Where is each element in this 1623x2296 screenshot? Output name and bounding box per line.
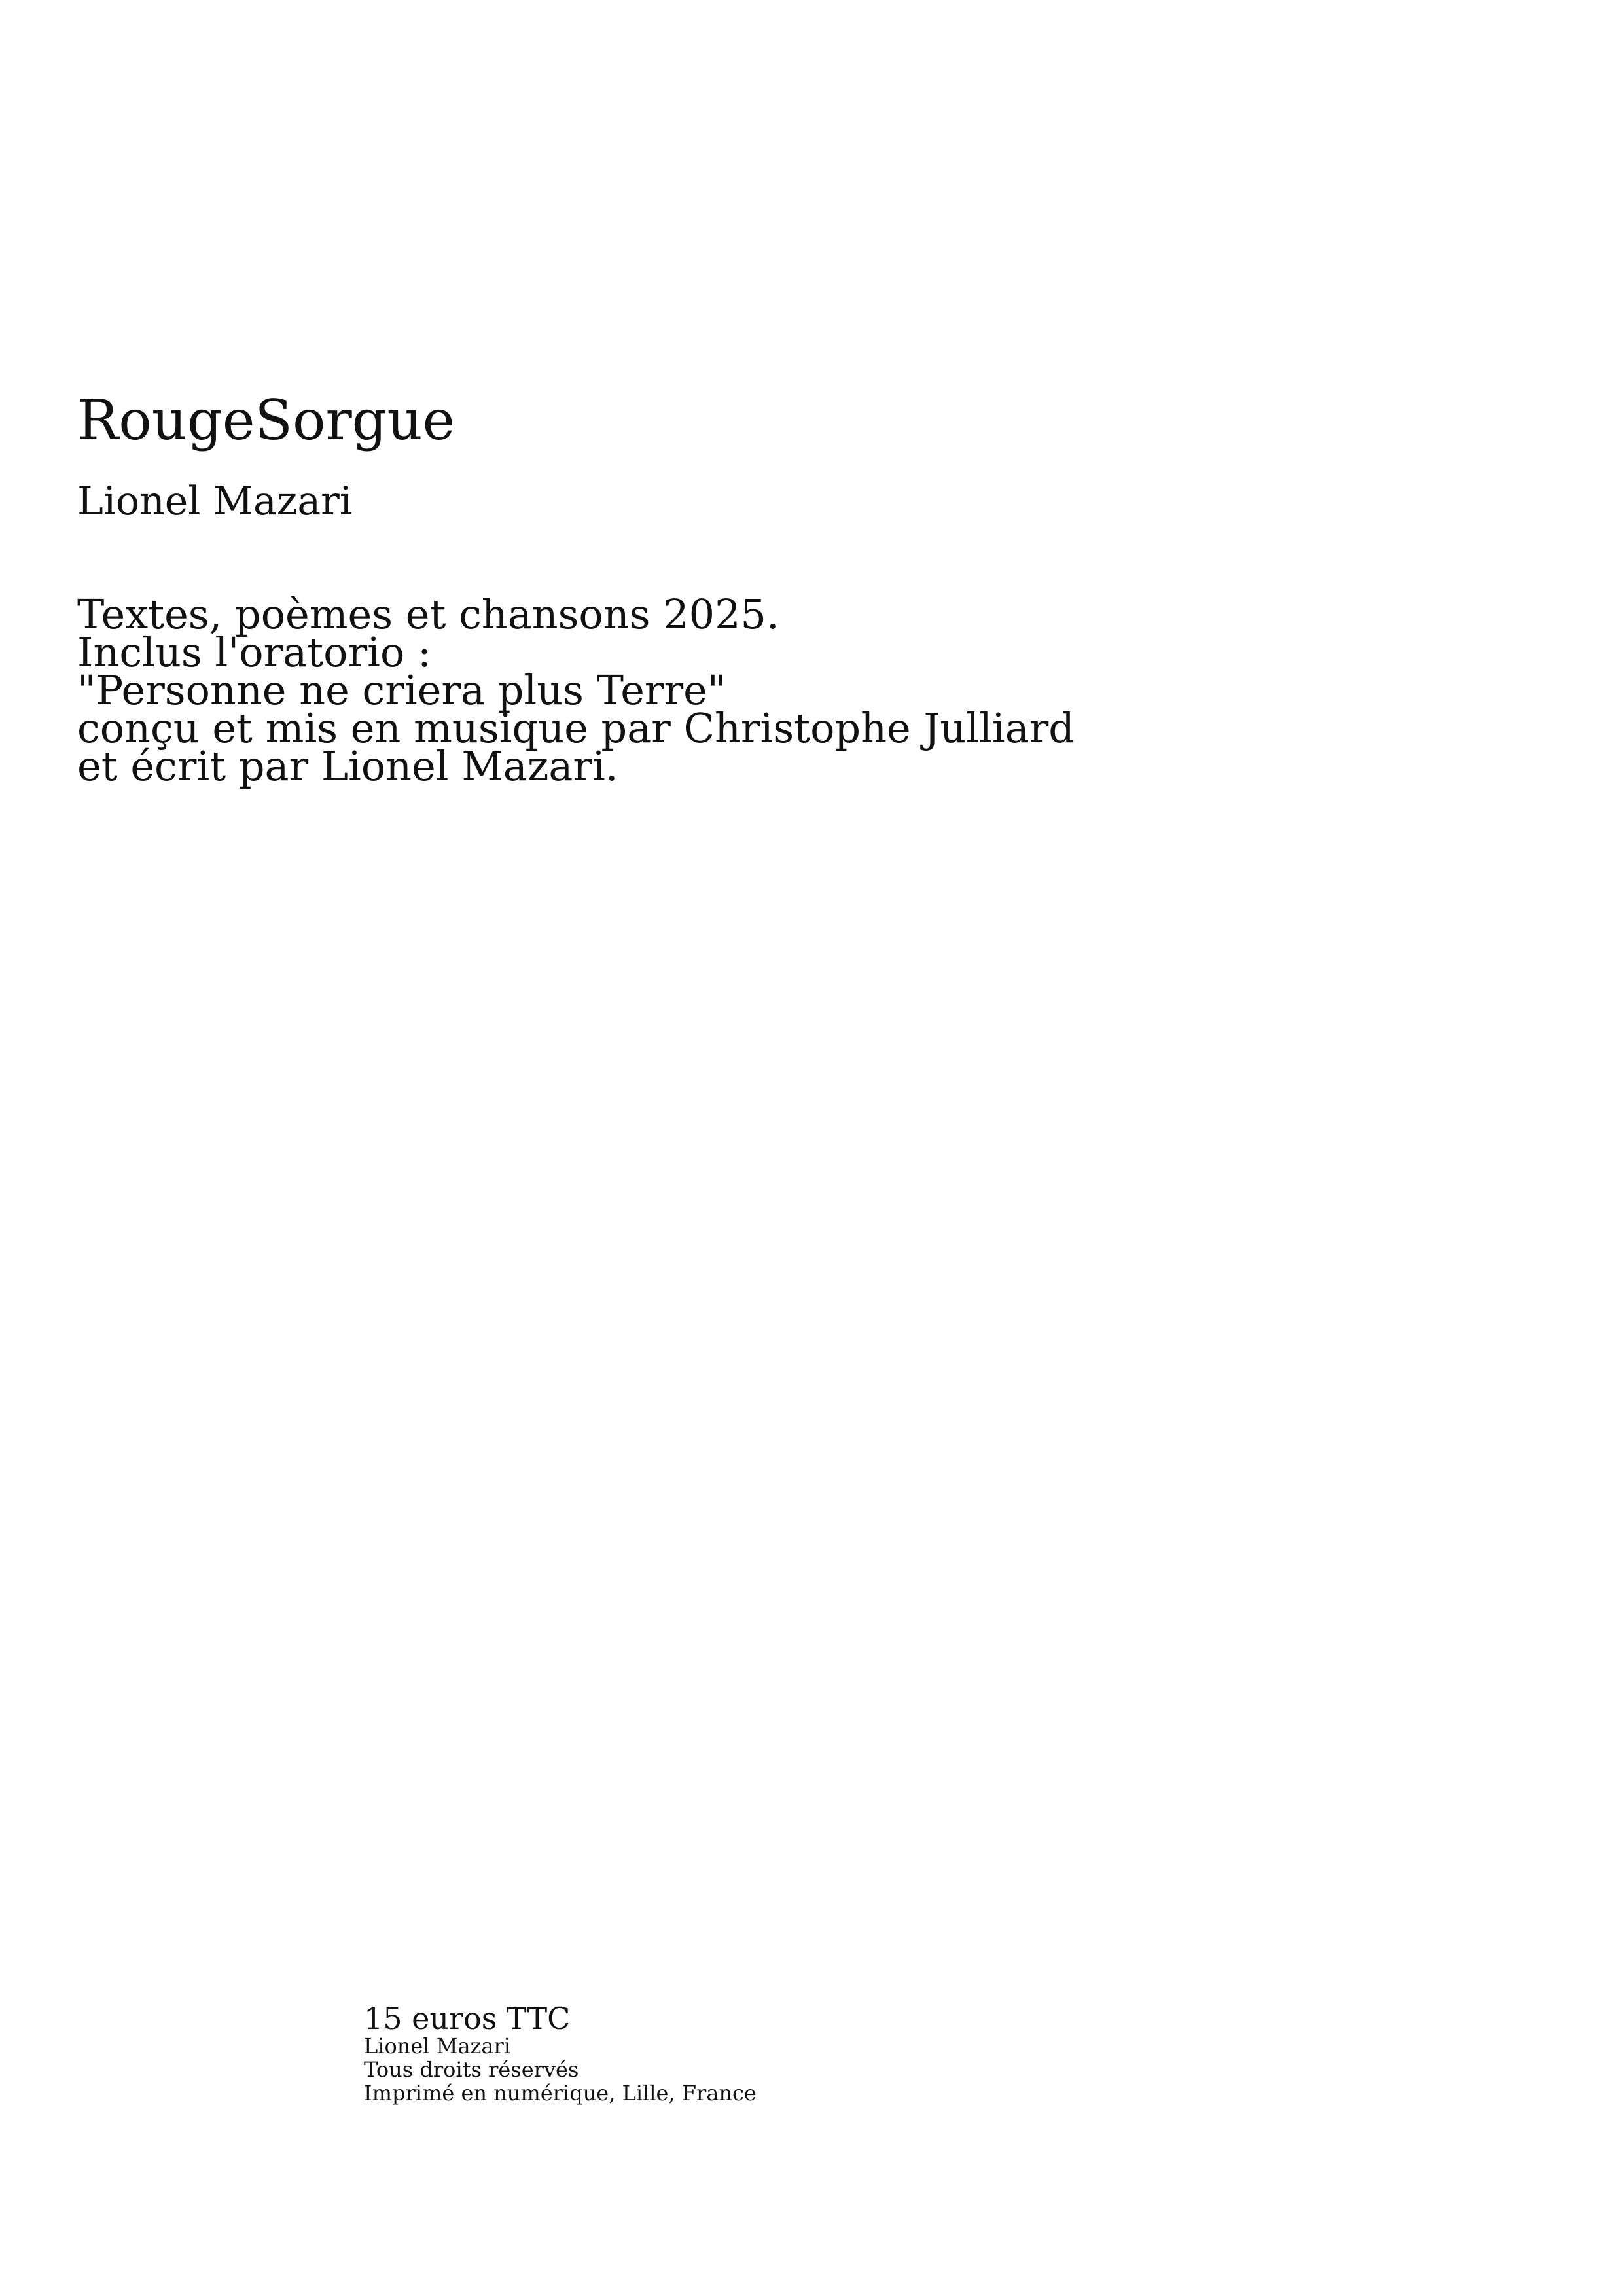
description-line: "Personne ne criera plus Terre"	[77, 666, 726, 714]
description-line: conçu et mis en musique par Christophe Julliard	[77, 704, 1075, 752]
description-line: Inclus l'oratorio :	[77, 628, 431, 676]
book-description	[77, 590, 1075, 790]
rights-notice: Tous droits réservés	[364, 2057, 579, 2082]
description-line: Textes, poèmes et chansons 2025.	[77, 590, 779, 638]
description-line: et écrit par Lionel Mazari.	[77, 742, 618, 790]
book-title: RougeSorgue	[77, 388, 455, 452]
colophon	[364, 2003, 757, 2105]
price-label: 15 euros TTC	[364, 2001, 571, 2036]
publisher-name: Lionel Mazari	[364, 2034, 511, 2058]
book-author: Lionel Mazari	[77, 478, 353, 524]
printing-info: Imprimé en numérique, Lille, France	[364, 2081, 757, 2106]
